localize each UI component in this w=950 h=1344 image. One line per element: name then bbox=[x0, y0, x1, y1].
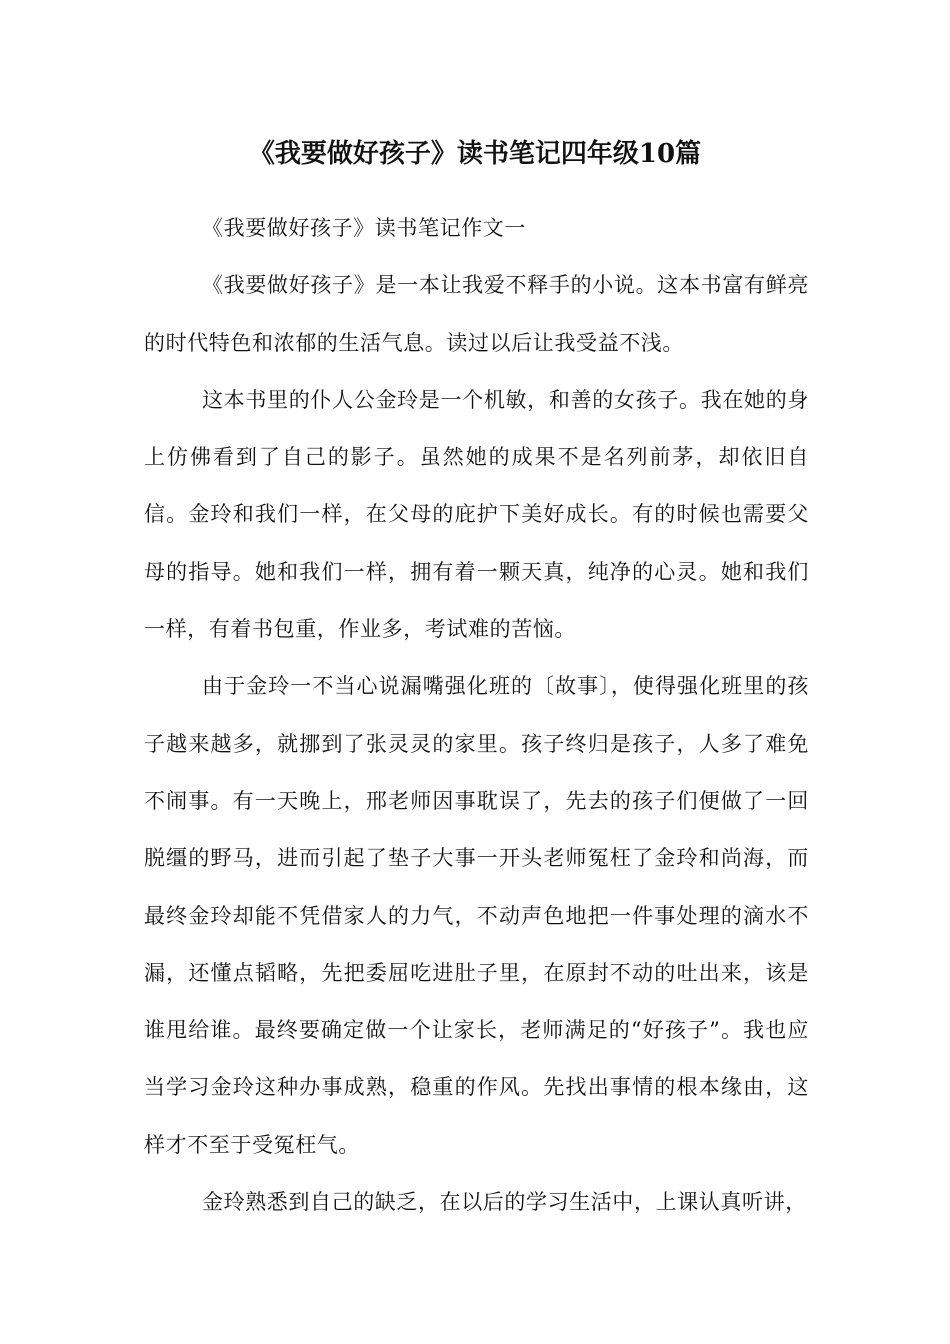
document-body bbox=[144, 200, 809, 1231]
paragraph: 由于金玲一不当心说漏嘴强化班的〔故事〕，使得强化班里的孩子越来越多，就挪到了张灵灵的家里。孩子终归是孩子，人多了难免不闹事。有一天晚上，邢老师因事耽误了，先去的孩子们便做了一回脱缰的野马，进而引起了垫子大事一开头老师冤枉了金玲和尚海，而最终金玲却能不凭借家人的力气，不动声色地把一件事处理的滴水不漏，还懂点韬略，先把委屈吃进肚子里，在原封不动的吐出来，该是谁甩给谁。最终要确定做一个让家长，老师满足的“好孩子”。我也应当学习金玲这种办事成熟，稳重的作风。先找出事情的根本缘由，这样才不至于受冤枉气。 bbox=[144, 674, 809, 1157]
section-heading: 《我要做好孩子》读书笔记作文一 bbox=[202, 216, 526, 240]
paragraph: 《我要做好孩子》是一本让我爱不释手的小说。这本书富有鲜亮的时代特色和浓郁的生活气息。读过以后让我受益不浅。 bbox=[144, 273, 809, 355]
paragraph: 这本书里的仆人公金玲是一个机敏，和善的女孩子。我在她的身上仿佛看到了自己的影子。虽然她的成果不是名列前茅，却依旧自信。金玲和我们一样，在父母的庇护下美好成长。有的时候也需要父母的指导。她和我们一样，拥有着一颗天真，纯净的心灵。她和我们一样，有着书包重，作业多，考试难的苦恼。 bbox=[144, 387, 809, 642]
document-title: 《我要做好孩子》读书笔记四年级10篇 bbox=[248, 139, 702, 169]
paragraph: 金玲熟悉到自己的缺乏，在以后的学习生活中，上课认真听讲， bbox=[202, 1190, 807, 1215]
